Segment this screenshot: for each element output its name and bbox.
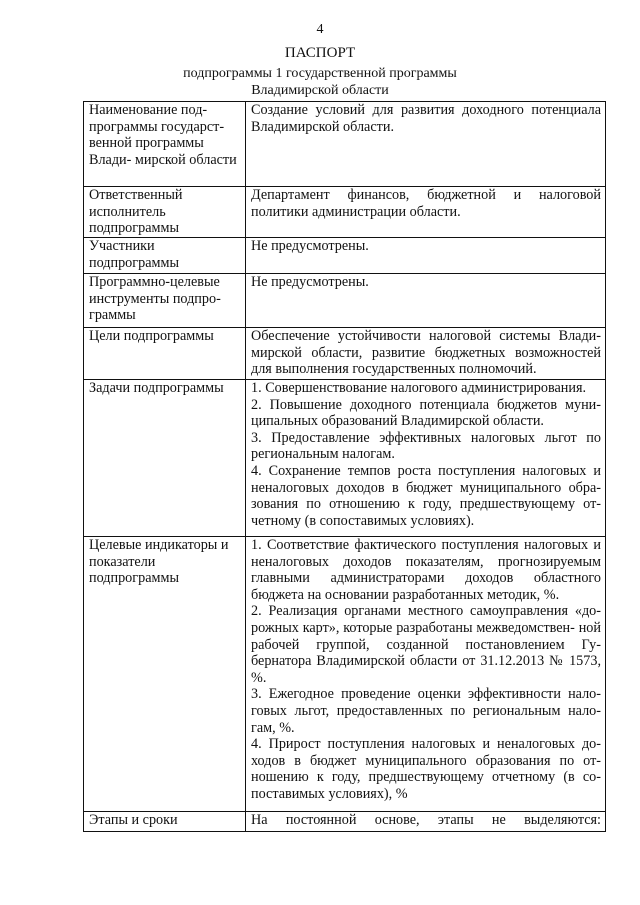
row-label-indicators: Целевые индикаторы и показатели подпрограммы — [84, 537, 246, 812]
row-value-executor: Департамент финансов, бюджетной и налоговой политики администрации области. — [246, 187, 606, 238]
row-value-name: Создание условий для развития доходного потенциала Владимирской области. — [246, 102, 606, 187]
row-value-instruments: Не предусмотрены. — [246, 274, 606, 328]
table-row — [84, 274, 606, 328]
row-value-goals: Обеспечение устойчивости налоговой системы Влади- мирской области, развитие бюджетных возможностей для выполнения государственных полномочий. — [246, 328, 606, 380]
table-row — [84, 102, 606, 187]
list-item: 4. Прирост поступления налоговых и неналоговых до- ходов в бюджет муниципального образования по от- ношению к году, предшествующему отчетному (в со- поставимых условиях), % — [251, 736, 601, 802]
row-label-stages: Этапы и сроки — [84, 812, 246, 832]
row-value-participants: Не предусмотрены. — [246, 238, 606, 274]
row-value-indicators — [246, 537, 606, 812]
row-label-name: Наименование под- программы государст- венной программы Влади- мирской области — [84, 102, 246, 187]
subtitle-line-1: подпрограммы 1 государственной программы — [183, 66, 457, 81]
list-item: 2. Повышение доходного потенциала бюджетов муни- ципальных образований Владимирской области. — [251, 396, 601, 430]
list-item: 1. Совершенствование налогового администрирования. — [251, 380, 587, 396]
row-value-tasks — [246, 380, 606, 537]
list-item: 3. Предоставление эффективных налоговых льгот по региональным налогам. — [251, 429, 601, 463]
list-item: 3. Ежегодное проведение оценки эффективности нало- говых льгот, предоставленных по региональным нало- гам, %. — [251, 686, 601, 736]
table-row — [84, 187, 606, 238]
table-row — [84, 537, 606, 812]
passport-table — [83, 101, 606, 832]
document-subtitle — [0, 66, 640, 99]
list-item: 1. Соответствие фактического поступления налоговых и неналоговых доходов показателям, прогнозируемым главными администраторами доходов областного бюджета на основании разработанных методик, %. — [251, 537, 601, 603]
document-title: ПАСПОРТ — [284, 45, 356, 61]
row-label-tasks: Задачи подпрограммы — [84, 380, 246, 537]
list-item: 4. Сохранение темпов роста поступления налоговых и неналоговых доходов в бюджет муниципального обра- зования по отношению к году, предшествующему от- четному (в сопоставимых условиях). — [251, 462, 601, 529]
subtitle-line-2: Владимирской области — [251, 82, 389, 98]
row-label-executor: Ответственный исполнитель подпрограммы — [84, 187, 246, 238]
row-label-instruments: Программно-целевые инструменты подпро- граммы — [84, 274, 246, 328]
row-label-goals: Цели подпрограммы — [84, 328, 246, 380]
table-row — [84, 812, 606, 832]
table-row — [84, 238, 606, 274]
table-row — [84, 380, 606, 537]
row-value-stages: На постоянной основе, этапы не выделяются: — [246, 812, 606, 832]
table-row — [84, 328, 606, 380]
list-item: 2. Реализация органами местного самоуправления «до- рожных карт», которые разработаны межведомствен- ной рабочей группой, созданной постановлением Гу- бернатора Владимирской области от 31.12.2013 № 1573, %. — [251, 603, 601, 686]
row-label-participants: Участники подпрограммы — [84, 238, 246, 274]
page-number: 4 — [316, 22, 324, 37]
